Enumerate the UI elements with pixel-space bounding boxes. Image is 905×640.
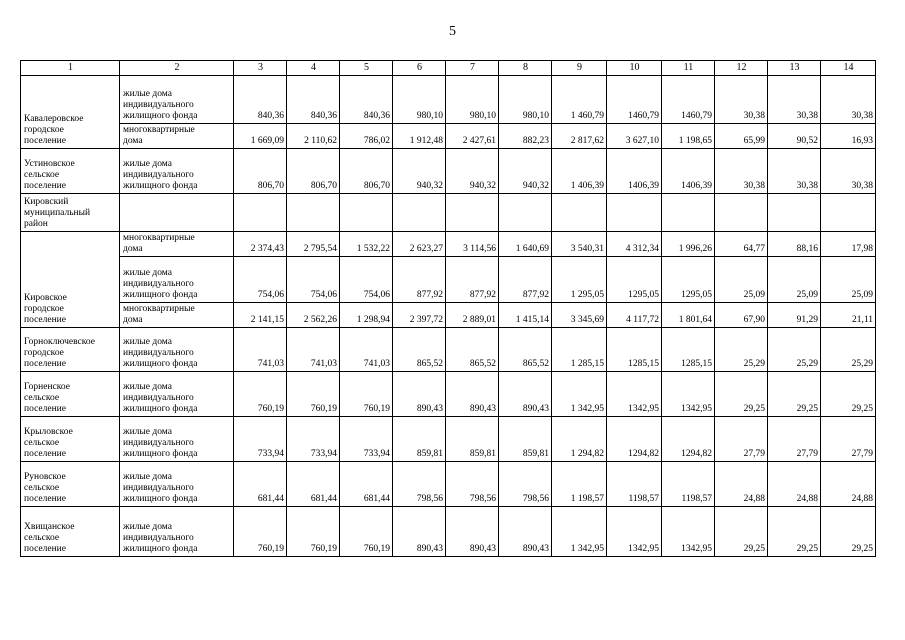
column-header: 10 (607, 61, 662, 76)
value-cell: 30,38 (768, 149, 821, 194)
value-cell: 30,38 (821, 76, 876, 124)
housing-type (120, 257, 234, 303)
value-cell: 940,32 (446, 149, 499, 194)
housing-type (120, 507, 234, 557)
housing-type (120, 76, 234, 124)
value-cell: 865,52 (499, 328, 552, 372)
housing-type-line: индивидуального (123, 438, 194, 448)
value-cell: 2 427,61 (446, 124, 499, 149)
value-cell: 741,03 (234, 328, 287, 372)
value-cell: 2 562,26 (287, 303, 340, 328)
value-cell: 1198,57 (662, 462, 715, 507)
value-cell: 980,10 (446, 76, 499, 124)
value-cell: 29,25 (768, 507, 821, 557)
value-cell: 90,52 (768, 124, 821, 149)
value-cell: 733,94 (287, 417, 340, 462)
table-row (21, 372, 876, 417)
table-row (21, 328, 876, 372)
value-cell (499, 194, 552, 232)
value-cell (607, 194, 662, 232)
value-cell: 798,56 (393, 462, 446, 507)
table-row (21, 232, 876, 257)
value-cell: 859,81 (499, 417, 552, 462)
housing-type-line: жилищного фонда (123, 544, 198, 554)
column-header: 9 (552, 61, 607, 76)
housing-type-line: жилищного фонда (123, 494, 198, 504)
value-cell: 1295,05 (607, 257, 662, 303)
value-cell: 2 141,15 (234, 303, 287, 328)
value-cell: 1295,05 (662, 257, 715, 303)
value-cell: 681,44 (287, 462, 340, 507)
value-cell: 2 110,62 (287, 124, 340, 149)
value-cell: 940,32 (499, 149, 552, 194)
value-cell: 890,43 (446, 507, 499, 557)
settlement-name-line: поселение (24, 136, 66, 146)
value-cell: 65,99 (715, 124, 768, 149)
settlement-name-line: Горноключевское (24, 337, 95, 347)
column-header: 5 (340, 61, 393, 76)
column-header: 6 (393, 61, 446, 76)
settlement-name (21, 328, 120, 372)
value-cell (340, 194, 393, 232)
housing-type-line: жилые дома (123, 522, 172, 532)
value-cell: 2 397,72 (393, 303, 446, 328)
value-cell: 30,38 (715, 76, 768, 124)
value-cell: 4 117,72 (607, 303, 662, 328)
value-cell: 30,38 (821, 149, 876, 194)
settlement-name-line: поселение (24, 315, 66, 325)
value-cell (287, 194, 340, 232)
value-cell: 1294,82 (662, 417, 715, 462)
value-cell: 980,10 (393, 76, 446, 124)
value-cell (662, 194, 715, 232)
value-cell: 3 345,69 (552, 303, 607, 328)
value-cell: 890,43 (393, 372, 446, 417)
value-cell: 27,79 (821, 417, 876, 462)
housing-type-line: индивидуального (123, 348, 194, 358)
table-row (21, 303, 876, 328)
value-cell: 1294,82 (607, 417, 662, 462)
settlement-name (21, 232, 120, 328)
value-cell: 1285,15 (662, 328, 715, 372)
settlement-name-line: район (24, 219, 48, 229)
settlement-name-line: Кавалеровское (24, 114, 84, 124)
housing-type (120, 194, 234, 232)
value-cell: 16,93 (821, 124, 876, 149)
page-number: 5 (449, 24, 456, 39)
settlement-name (21, 507, 120, 557)
table-row (21, 462, 876, 507)
value-cell: 3 540,31 (552, 232, 607, 257)
housing-type-line: многоквартирные (123, 125, 195, 135)
value-cell: 1285,15 (607, 328, 662, 372)
value-cell: 865,52 (393, 328, 446, 372)
settlement-name-line: поселение (24, 359, 66, 369)
value-cell: 1406,39 (607, 149, 662, 194)
tariff-table (20, 60, 876, 557)
value-cell: 25,09 (715, 257, 768, 303)
value-cell: 29,25 (821, 372, 876, 417)
value-cell: 2 795,54 (287, 232, 340, 257)
value-cell: 1342,95 (607, 372, 662, 417)
value-cell: 760,19 (340, 372, 393, 417)
value-cell: 3 114,56 (446, 232, 499, 257)
value-cell: 1406,39 (662, 149, 715, 194)
value-cell: 21,11 (821, 303, 876, 328)
value-cell: 760,19 (287, 507, 340, 557)
value-cell: 2 889,01 (446, 303, 499, 328)
value-cell (234, 194, 287, 232)
value-cell: 27,79 (715, 417, 768, 462)
settlement-name-line: Кировский (24, 197, 69, 207)
housing-type-line: индивидуального (123, 483, 194, 493)
settlement-name-line: городское (24, 348, 64, 358)
housing-type (120, 462, 234, 507)
housing-type-line: жилые дома (123, 268, 172, 278)
value-cell: 1 640,69 (499, 232, 552, 257)
housing-type-line: дома (123, 136, 143, 146)
settlement-name (21, 194, 120, 232)
value-cell: 760,19 (234, 372, 287, 417)
column-header: 8 (499, 61, 552, 76)
housing-type-line: жилищного фонда (123, 449, 198, 459)
housing-type (120, 232, 234, 257)
housing-type-line: жилые дома (123, 337, 172, 347)
value-cell: 940,32 (393, 149, 446, 194)
value-cell: 877,92 (499, 257, 552, 303)
housing-type-line: жилые дома (123, 472, 172, 482)
column-header: 2 (120, 61, 234, 76)
header-row (21, 61, 876, 76)
value-cell: 27,79 (768, 417, 821, 462)
value-cell: 1342,95 (662, 372, 715, 417)
value-cell: 25,29 (715, 328, 768, 372)
housing-type-line: индивидуального (123, 100, 194, 110)
value-cell: 681,44 (234, 462, 287, 507)
settlement-name-line: поселение (24, 449, 66, 459)
value-cell: 859,81 (446, 417, 499, 462)
value-cell: 25,09 (821, 257, 876, 303)
settlement-name-line: поселение (24, 494, 66, 504)
table-row (21, 257, 876, 303)
value-cell: 1 342,95 (552, 507, 607, 557)
value-cell: 806,70 (234, 149, 287, 194)
value-cell: 798,56 (499, 462, 552, 507)
value-cell: 890,43 (499, 507, 552, 557)
value-cell: 2 817,62 (552, 124, 607, 149)
settlement-name-line: Хвищанское (24, 522, 75, 532)
value-cell: 1 996,26 (662, 232, 715, 257)
table-row (21, 124, 876, 149)
value-cell: 1 198,65 (662, 124, 715, 149)
value-cell: 798,56 (446, 462, 499, 507)
column-header: 13 (768, 61, 821, 76)
settlement-name-line: сельское (24, 533, 60, 543)
value-cell: 980,10 (499, 76, 552, 124)
settlement-name (21, 372, 120, 417)
column-header: 7 (446, 61, 499, 76)
value-cell (715, 194, 768, 232)
value-cell: 741,03 (340, 328, 393, 372)
value-cell: 877,92 (393, 257, 446, 303)
housing-type-line: жилые дома (123, 382, 172, 392)
settlement-name-line: муниципальный (24, 208, 91, 218)
housing-type-line: жилищного фонда (123, 404, 198, 414)
value-cell: 1 460,79 (552, 76, 607, 124)
settlement-name-line: Руновское (24, 472, 66, 482)
column-header: 4 (287, 61, 340, 76)
column-header: 14 (821, 61, 876, 76)
settlement-name-line: городское (24, 125, 64, 135)
housing-type-line: многоквартирные (123, 304, 195, 314)
value-cell: 877,92 (446, 257, 499, 303)
value-cell: 882,23 (499, 124, 552, 149)
settlement-name-line: Кировское (24, 293, 67, 303)
value-cell: 17,98 (821, 232, 876, 257)
value-cell: 760,19 (340, 507, 393, 557)
housing-type-line: жилые дома (123, 159, 172, 169)
value-cell (446, 194, 499, 232)
table-row (21, 194, 876, 232)
value-cell: 760,19 (287, 372, 340, 417)
value-cell: 865,52 (446, 328, 499, 372)
settlement-name (21, 76, 120, 149)
value-cell: 24,88 (715, 462, 768, 507)
value-cell (768, 194, 821, 232)
housing-type-line: жилые дома (123, 427, 172, 437)
housing-type-line: жилищного фонда (123, 181, 198, 191)
value-cell: 29,25 (715, 507, 768, 557)
housing-type-line: жилищного фонда (123, 111, 198, 121)
housing-type-line: индивидуального (123, 533, 194, 543)
value-cell (821, 194, 876, 232)
value-cell: 1 406,39 (552, 149, 607, 194)
value-cell: 890,43 (446, 372, 499, 417)
housing-type-line: жилищного фонда (123, 290, 198, 300)
value-cell: 1 298,94 (340, 303, 393, 328)
value-cell: 754,06 (234, 257, 287, 303)
value-cell: 1 801,64 (662, 303, 715, 328)
settlement-name (21, 417, 120, 462)
value-cell: 29,25 (821, 507, 876, 557)
value-cell: 890,43 (499, 372, 552, 417)
value-cell: 67,90 (715, 303, 768, 328)
housing-type (120, 303, 234, 328)
value-cell: 681,44 (340, 462, 393, 507)
value-cell: 64,77 (715, 232, 768, 257)
value-cell: 890,43 (393, 507, 446, 557)
settlement-name-line: поселение (24, 181, 66, 191)
settlement-name-line: Устиновское (24, 159, 75, 169)
housing-type (120, 417, 234, 462)
value-cell: 733,94 (234, 417, 287, 462)
housing-type (120, 124, 234, 149)
housing-type-line: жилые дома (123, 89, 172, 99)
value-cell: 754,06 (287, 257, 340, 303)
column-header: 12 (715, 61, 768, 76)
settlement-name-line: Крыловское (24, 427, 73, 437)
value-cell: 30,38 (715, 149, 768, 194)
value-cell: 840,36 (287, 76, 340, 124)
value-cell: 760,19 (234, 507, 287, 557)
settlement-name-line: сельское (24, 438, 60, 448)
settlement-name-line: сельское (24, 170, 60, 180)
table-row (21, 149, 876, 194)
settlement-name (21, 149, 120, 194)
value-cell: 859,81 (393, 417, 446, 462)
value-cell: 1 342,95 (552, 372, 607, 417)
table-row (21, 417, 876, 462)
housing-type-line: индивидуального (123, 393, 194, 403)
value-cell: 1460,79 (607, 76, 662, 124)
value-cell: 1342,95 (662, 507, 715, 557)
housing-type-line: дома (123, 315, 143, 325)
housing-type (120, 328, 234, 372)
settlement-name-line: Горненское (24, 382, 70, 392)
value-cell: 88,16 (768, 232, 821, 257)
value-cell: 25,09 (768, 257, 821, 303)
housing-type-line: жилищного фонда (123, 359, 198, 369)
value-cell: 1198,57 (607, 462, 662, 507)
value-cell: 24,88 (821, 462, 876, 507)
settlement-name-line: поселение (24, 544, 66, 554)
column-header: 1 (21, 61, 120, 76)
value-cell: 24,88 (768, 462, 821, 507)
value-cell: 1 285,15 (552, 328, 607, 372)
value-cell (552, 194, 607, 232)
housing-type-line: многоквартирные (123, 233, 195, 243)
value-cell: 741,03 (287, 328, 340, 372)
value-cell: 4 312,34 (607, 232, 662, 257)
housing-type-line: индивидуального (123, 170, 194, 180)
column-header: 3 (234, 61, 287, 76)
value-cell: 25,29 (821, 328, 876, 372)
value-cell: 1 295,05 (552, 257, 607, 303)
value-cell: 30,38 (768, 76, 821, 124)
value-cell: 29,25 (768, 372, 821, 417)
value-cell (393, 194, 446, 232)
housing-type-line: индивидуального (123, 279, 194, 289)
table-body (21, 61, 876, 557)
housing-type (120, 149, 234, 194)
value-cell: 806,70 (340, 149, 393, 194)
value-cell: 1 415,14 (499, 303, 552, 328)
value-cell: 1 294,82 (552, 417, 607, 462)
value-cell: 754,06 (340, 257, 393, 303)
value-cell: 786,02 (340, 124, 393, 149)
settlement-name-line: городское (24, 304, 64, 314)
column-header: 11 (662, 61, 715, 76)
value-cell: 840,36 (234, 76, 287, 124)
value-cell: 1342,95 (607, 507, 662, 557)
value-cell: 1 532,22 (340, 232, 393, 257)
value-cell: 2 623,27 (393, 232, 446, 257)
table-row (21, 76, 876, 124)
value-cell: 1460,79 (662, 76, 715, 124)
value-cell: 2 374,43 (234, 232, 287, 257)
housing-type-line: дома (123, 244, 143, 254)
value-cell: 806,70 (287, 149, 340, 194)
value-cell: 1 198,57 (552, 462, 607, 507)
settlement-name-line: сельское (24, 393, 60, 403)
value-cell: 91,29 (768, 303, 821, 328)
housing-type (120, 372, 234, 417)
settlement-name-line: сельское (24, 483, 60, 493)
value-cell: 1 669,09 (234, 124, 287, 149)
settlement-name-line: поселение (24, 404, 66, 414)
value-cell: 840,36 (340, 76, 393, 124)
value-cell: 1 912,48 (393, 124, 446, 149)
value-cell: 3 627,10 (607, 124, 662, 149)
settlement-name (21, 462, 120, 507)
value-cell: 733,94 (340, 417, 393, 462)
table-row (21, 507, 876, 557)
value-cell: 29,25 (715, 372, 768, 417)
value-cell: 25,29 (768, 328, 821, 372)
